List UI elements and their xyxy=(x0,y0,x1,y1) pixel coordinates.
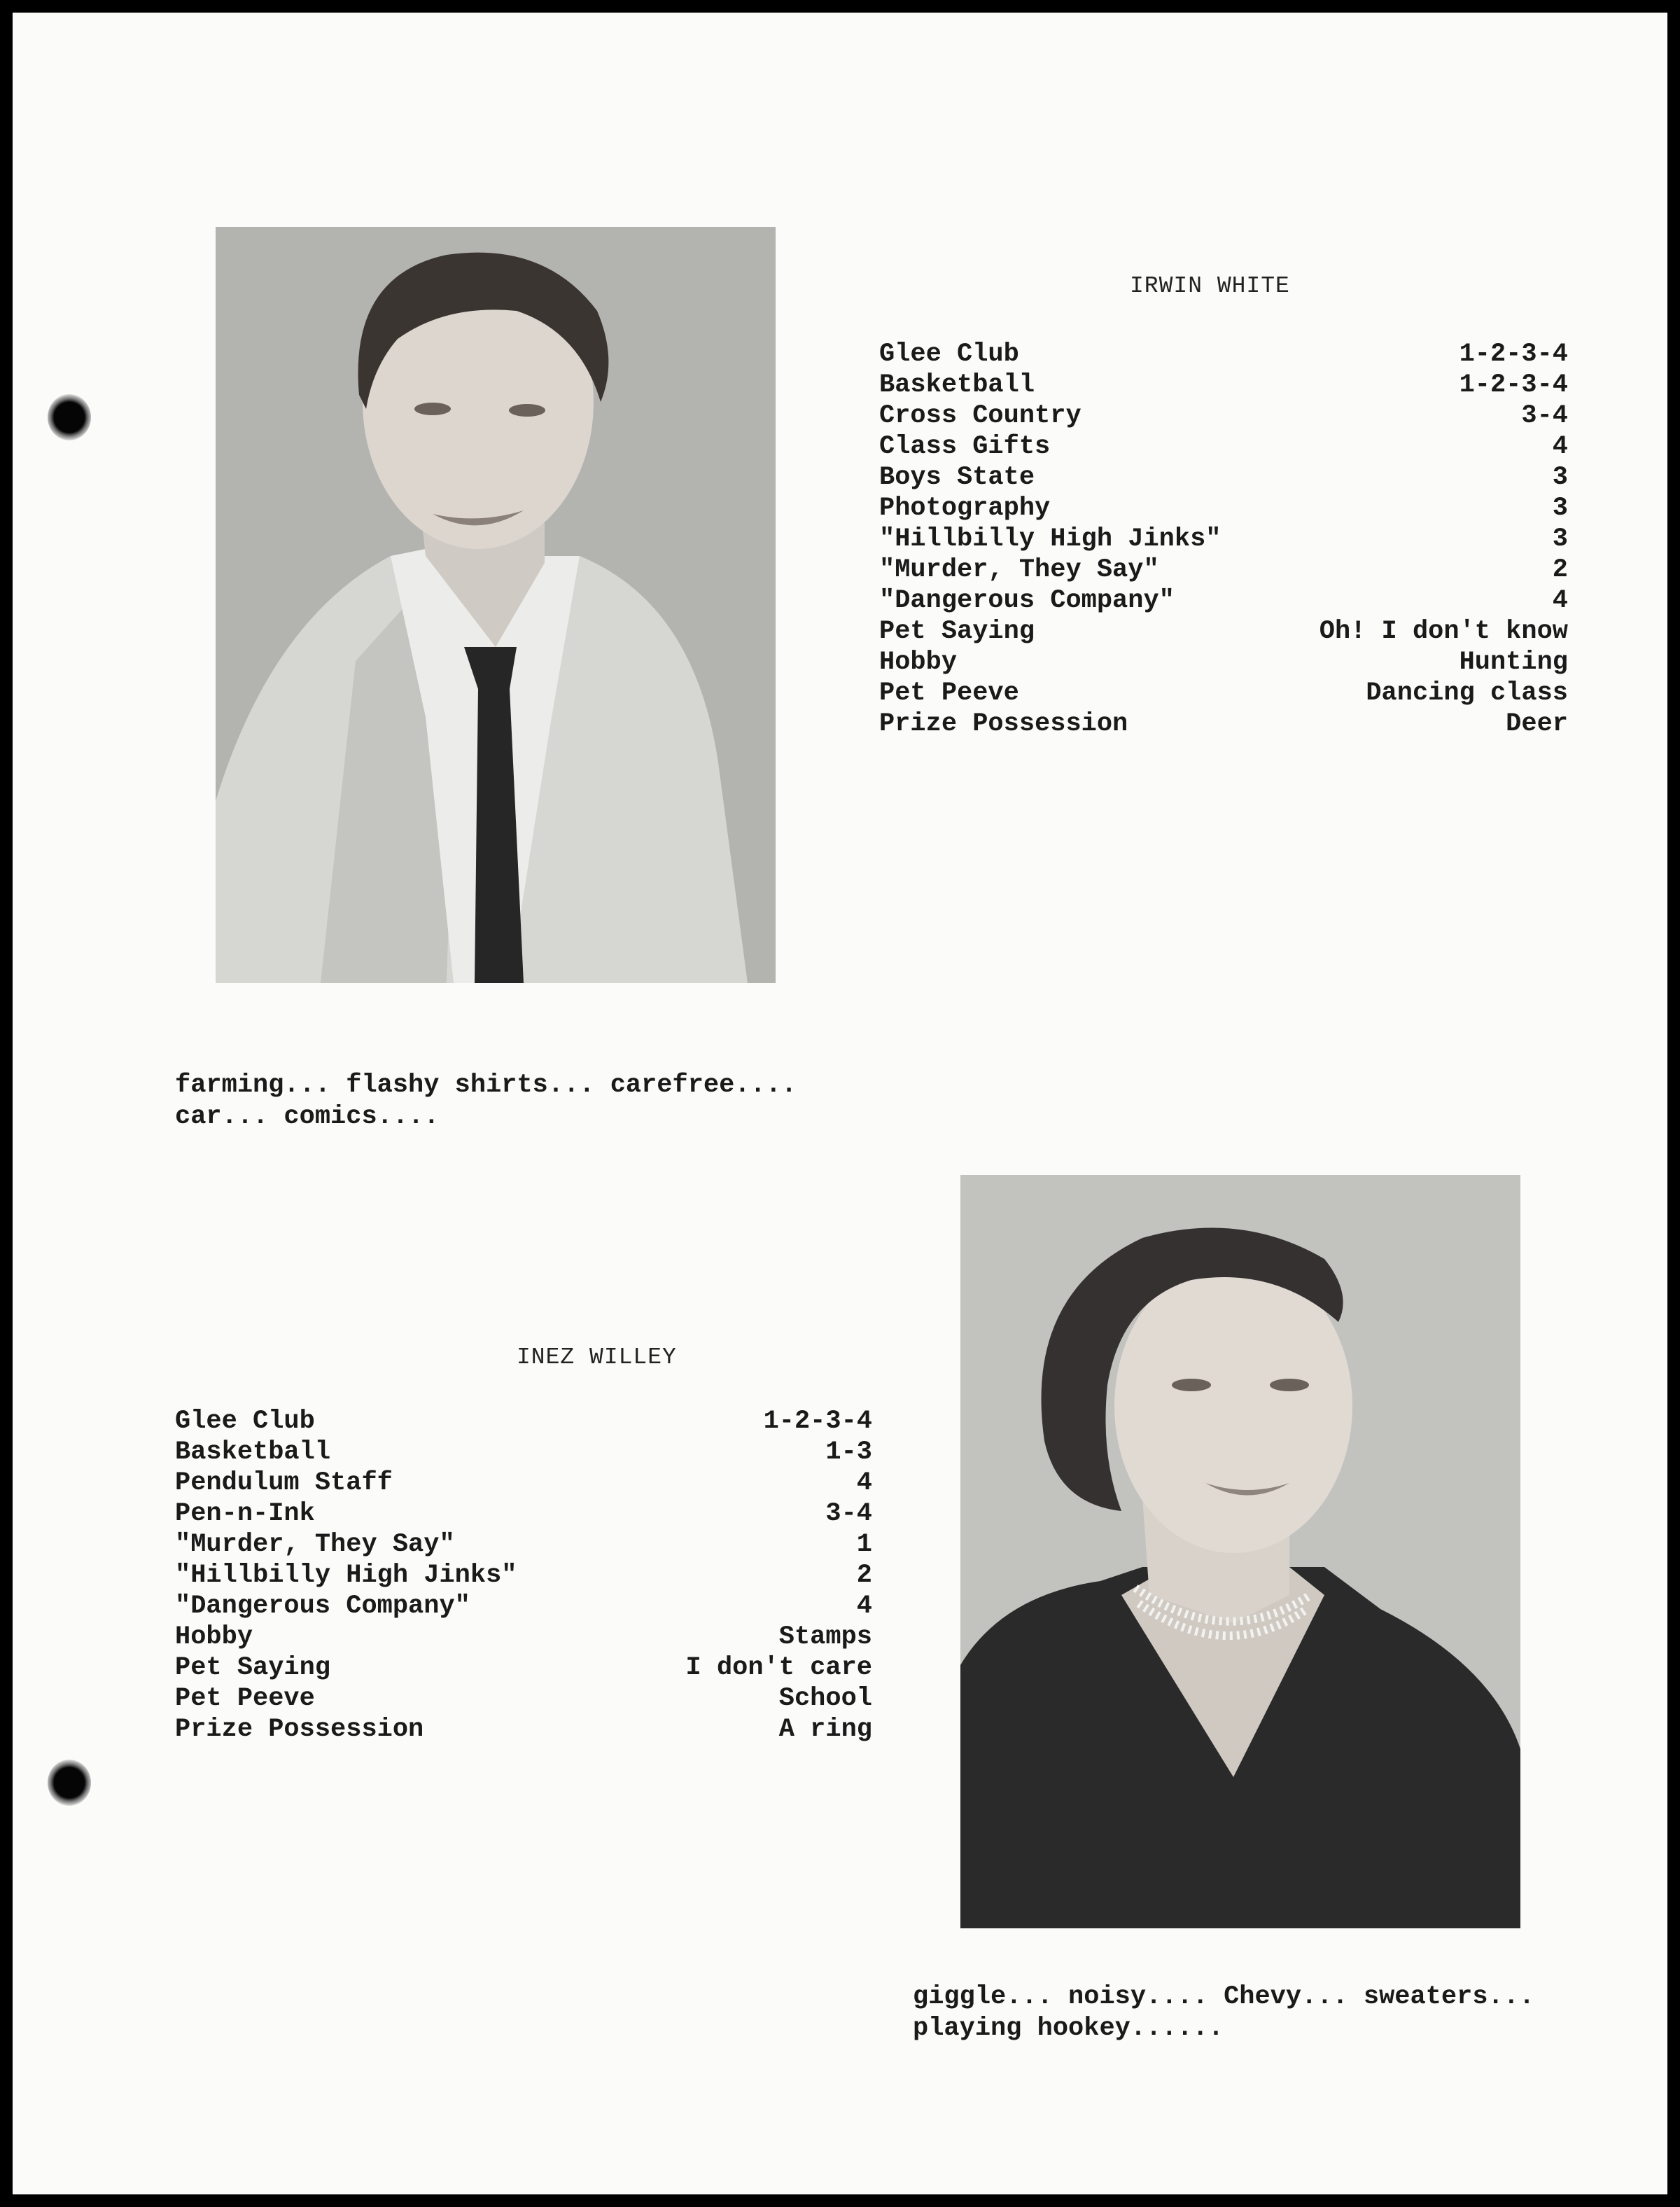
activity-label: Hobby xyxy=(879,648,958,677)
activity-value: 4 xyxy=(1552,586,1568,615)
blurb-line: playing hookey...... xyxy=(913,2014,1224,2043)
activity-row xyxy=(879,401,1568,431)
activity-row xyxy=(175,1560,872,1591)
blurb-line: farming... flashy shirts... carefree.... xyxy=(175,1071,797,1100)
activity-value: Deer xyxy=(1506,709,1568,739)
blurb-line: car... comics.... xyxy=(175,1102,440,1132)
student-name: INEZ WILLEY xyxy=(517,1344,677,1370)
activity-value: 1 xyxy=(856,1530,872,1559)
binder-hole-top xyxy=(48,394,91,440)
activity-row xyxy=(175,1529,872,1560)
activity-value: 4 xyxy=(1552,432,1568,461)
activity-label: Pendulum Staff xyxy=(175,1468,393,1498)
activity-label: Hobby xyxy=(175,1622,253,1652)
activity-label: "Murder, They Say" xyxy=(175,1530,455,1559)
activity-value: Hunting xyxy=(1459,648,1568,677)
activity-row xyxy=(879,555,1568,585)
activity-row xyxy=(879,339,1568,370)
activity-row xyxy=(175,1468,872,1498)
activity-label: Pen-n-Ink xyxy=(175,1499,315,1529)
student-name: IRWIN WHITE xyxy=(1130,273,1290,299)
activity-label: Pet Peeve xyxy=(175,1684,315,1713)
activity-value: 1-2-3-4 xyxy=(763,1407,872,1436)
activity-value: Oh! I don't know xyxy=(1319,617,1568,646)
activity-value: 3 xyxy=(1552,463,1568,492)
activity-value: 1-2-3-4 xyxy=(1459,340,1568,369)
activity-label: Basketball xyxy=(175,1437,331,1467)
activity-label: Glee Club xyxy=(879,340,1019,369)
blurb-line: giggle... noisy.... Chevy... sweaters... xyxy=(913,1982,1535,2012)
activity-label: Pet Saying xyxy=(175,1653,331,1683)
activity-value: 4 xyxy=(856,1468,872,1498)
activity-value: 2 xyxy=(856,1561,872,1590)
activity-row xyxy=(175,1683,872,1714)
activity-row xyxy=(175,1498,872,1529)
activity-row xyxy=(879,524,1568,555)
activity-label: Prize Possession xyxy=(879,709,1128,739)
activity-label: Cross Country xyxy=(879,401,1082,431)
activity-label: Boys State xyxy=(879,463,1035,492)
activity-label: Pet Peeve xyxy=(879,678,1019,708)
activity-row xyxy=(879,431,1568,462)
activity-value: 3 xyxy=(1552,524,1568,554)
binder-hole-bottom xyxy=(48,1760,91,1806)
activity-value: 3-4 xyxy=(825,1499,872,1529)
student-blurb xyxy=(175,1070,797,1133)
activity-row xyxy=(879,616,1568,647)
activity-label: Pet Saying xyxy=(879,617,1035,646)
activity-row xyxy=(879,370,1568,401)
activity-row xyxy=(879,585,1568,616)
yearbook-page xyxy=(13,13,1667,2194)
activity-label: "Dangerous Company" xyxy=(879,586,1175,615)
activity-row xyxy=(175,1406,872,1437)
activity-label: "Murder, They Say" xyxy=(879,555,1159,585)
activity-row xyxy=(879,709,1568,739)
activity-row xyxy=(175,1437,872,1468)
activities-list xyxy=(879,339,1568,739)
activity-value: Dancing class xyxy=(1366,678,1568,708)
activity-label: "Dangerous Company" xyxy=(175,1592,470,1621)
activity-row xyxy=(879,647,1568,678)
activity-row xyxy=(175,1714,872,1745)
activity-value: Stamps xyxy=(778,1622,872,1652)
activity-label: "Hillbilly High Jinks" xyxy=(175,1561,517,1590)
activity-label: Class Gifts xyxy=(879,432,1051,461)
activity-row xyxy=(879,493,1568,524)
activity-value: 1-2-3-4 xyxy=(1459,370,1568,400)
activity-value: 4 xyxy=(856,1592,872,1621)
activity-value: 3 xyxy=(1552,494,1568,523)
activity-label: Glee Club xyxy=(175,1407,315,1436)
activity-value: School xyxy=(778,1684,872,1713)
activity-label: Prize Possession xyxy=(175,1715,424,1744)
activity-row xyxy=(175,1591,872,1622)
activity-value: 3-4 xyxy=(1521,401,1568,431)
activity-value: A ring xyxy=(778,1715,872,1744)
portrait-photo-inez-willey xyxy=(960,1175,1520,1928)
activity-label: Basketball xyxy=(879,370,1035,400)
activities-list xyxy=(175,1406,872,1745)
activity-value: 1-3 xyxy=(825,1437,872,1467)
activity-row xyxy=(175,1652,872,1683)
activity-value: 2 xyxy=(1552,555,1568,585)
activity-label: "Hillbilly High Jinks" xyxy=(879,524,1222,554)
activity-row xyxy=(879,462,1568,493)
activity-label: Photography xyxy=(879,494,1051,523)
student-blurb xyxy=(913,1982,1534,2045)
activity-row xyxy=(175,1622,872,1652)
activity-row xyxy=(879,678,1568,709)
activity-value: I don't care xyxy=(685,1653,872,1683)
portrait-photo-irwin-white xyxy=(216,227,776,983)
